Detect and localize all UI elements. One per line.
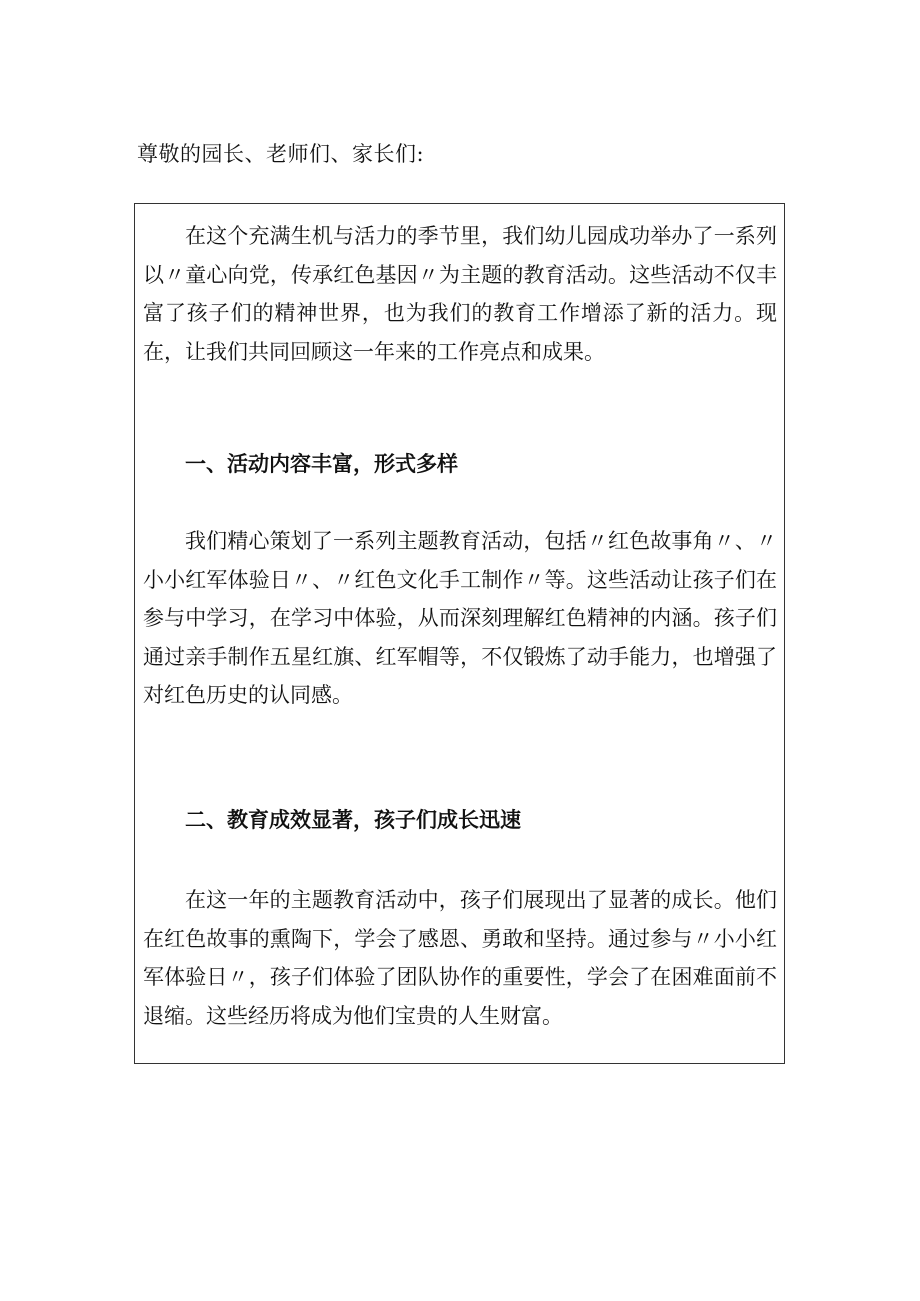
section-paragraph-2: 在这一年的主题教育活动中，孩子们展现出了显著的成长。他们在红色故事的熏陶下，学会了感恩、勇敢和坚持。通过参与〃小小红军体验日〃，孩子们体验了团队协作的重要性，学会了在困难面前不退缩。这些经历将成为他们宝贵的人生财富。 xyxy=(143,888,777,1028)
salutation: 尊敬的园长、老师们、家长们: xyxy=(137,142,425,166)
section-heading-1: 一、活动内容丰富，形式多样 xyxy=(185,452,458,476)
section-heading-2: 二、教育成效显著，孩子们成长迅速 xyxy=(185,808,521,832)
content-box xyxy=(134,203,785,1064)
intro-paragraph: 在这个充满生机与活力的季节里，我们幼儿园成功举办了一系列以〃童心向党，传承红色基因〃为主题的教育活动。这些活动不仅丰富了孩子们的精神世界，也为我们的教育工作增添了新的活力。现在，让我们共同回顾这一年来的工作亮点和成果。 xyxy=(143,224,777,364)
section-paragraph-1: 我们精心策划了一系列主题教育活动，包括〃红色故事角〃、〃小小红军体验日〃、〃红色文化手工制作〃等。这些活动让孩子们在参与中学习，在学习中体验，从而深刻理解红色精神的内涵。孩子们通过亲手制作五星红旗、红军帽等，不仅锻炼了动手能力，也增强了对红色历史的认同感。 xyxy=(143,529,777,707)
